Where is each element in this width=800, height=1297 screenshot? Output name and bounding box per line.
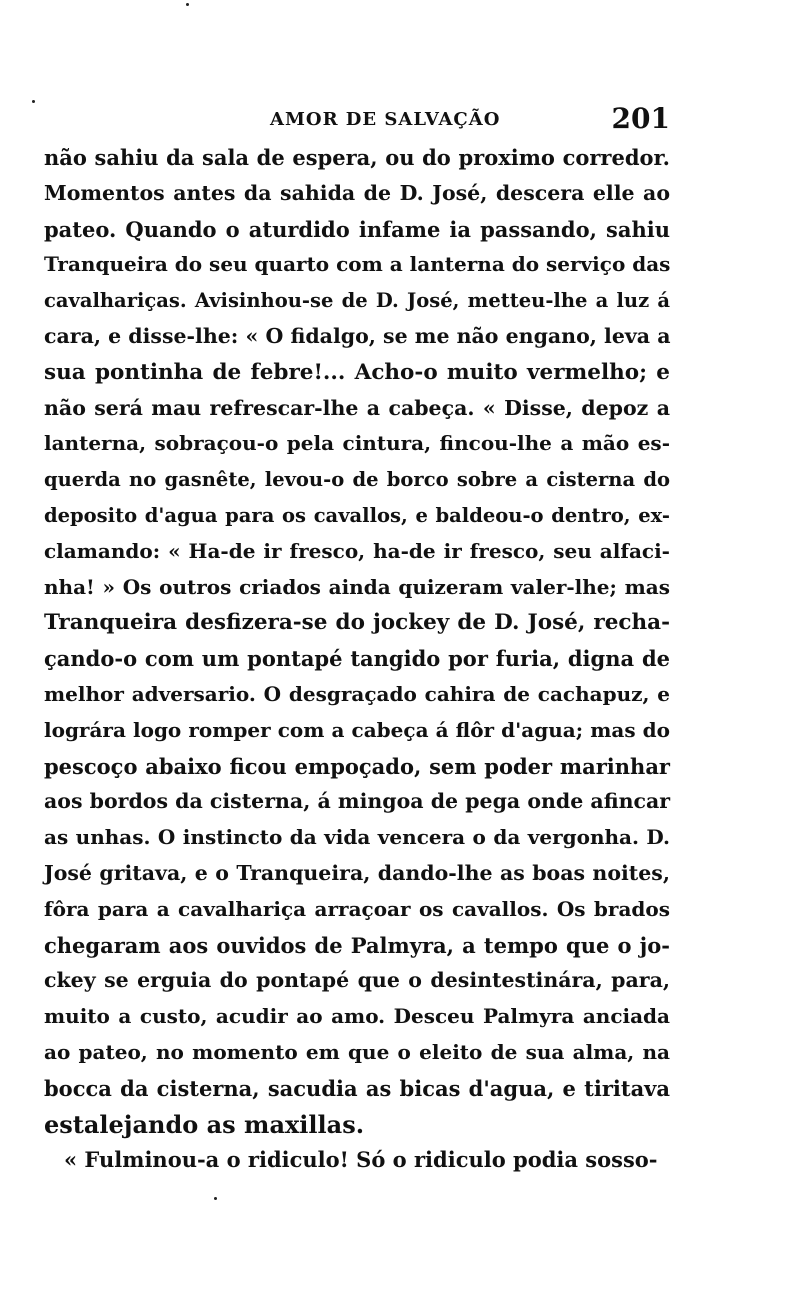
text-line: pescoço abaixo ficou empoçado, sem poder marinhar [44, 753, 670, 779]
body-text [44, 140, 670, 1178]
page-header [270, 102, 670, 135]
text-line: sua pontinha de febre!... Acho-o muito vermelho; e [44, 359, 670, 385]
text-line: çando-o com um pontapé tangido por furia, digna de [44, 646, 670, 672]
text-line: estalejando as maxillas. [44, 1109, 365, 1139]
text-line: cavalhariças. Avisinhou-se de D. José, metteu-lhe a luz á [44, 289, 670, 313]
running-title: AMOR DE SALVAÇÃO [270, 109, 501, 130]
text-line: « Fulminou-a o ridiculo! Só o ridiculo podia sosso- [64, 1147, 658, 1173]
text-line: Momentos antes da sahida de D. José, descera elle ao [44, 180, 670, 205]
text-line: lográra logo romper com a cabeça á flôr d'agua; mas do [44, 717, 670, 742]
text-line: chegaram aos ouvidos de Palmyra, a tempo que o jo- [44, 932, 670, 958]
text-line: ckey se erguia do pontapé que o desintestinára, para, [44, 968, 670, 993]
print-speck [186, 3, 189, 6]
text-line: clamando: « Ha-de ir fresco, ha-de ir fresco, seu alfaci- [44, 538, 670, 563]
text-line: José gritava, e o Tranqueira, dando-lhe as boas noites, [44, 860, 670, 885]
text-line: nha! » Os outros criados ainda quizeram valer-lhe; mas [44, 574, 670, 599]
text-line: fôra para a cavalhariça arraçoar os cavallos. Os brados [44, 896, 670, 921]
text-line: deposito d'agua para os cavallos, e baldeou-o dentro, ex- [44, 503, 670, 527]
text-line: melhor adversario. O desgraçado cahira de cachapuz, e [44, 681, 670, 706]
text-line: querda no gasnête, levou-o de borco sobre a cisterna do [44, 468, 670, 492]
text-line: bocca da cisterna, sacudia as bicas d'agua, e tiritava [44, 1075, 670, 1101]
page-number: 201 [611, 102, 670, 135]
text-line: não sahiu da sala de espera, ou do proximo corredor. [44, 145, 670, 170]
text-line: aos bordos da cisterna, á mingoa de pega onde afincar [44, 789, 671, 814]
text-line: não será mau refrescar-lhe a cabeça. « Disse, depoz a [44, 395, 670, 420]
text-line: cara, e disse-lhe: « O fidalgo, se me não engano, leva a [44, 323, 671, 348]
text-line: as unhas. O instincto da vida vencera o da vergonha. D. [44, 825, 670, 850]
print-speck [214, 1197, 217, 1200]
text-line: Tranqueira do seu quarto com a lanterna do serviço das [44, 252, 671, 277]
text-line: pateo. Quando o aturdido infame ia passando, sahiu [44, 216, 670, 242]
text-line: ao pateo, no momento em que o eleito de sua alma, na [44, 1039, 670, 1064]
print-speck [32, 100, 35, 103]
text-line: muito a custo, acudir ao amo. Desceu Palmyra anciada [44, 1004, 670, 1029]
text-line: lanterna, sobraçou-o pela cintura, fincou-lhe a mão es- [44, 431, 670, 456]
text-line: Tranqueira desfizera-se do jockey de D. José, recha- [44, 610, 670, 636]
